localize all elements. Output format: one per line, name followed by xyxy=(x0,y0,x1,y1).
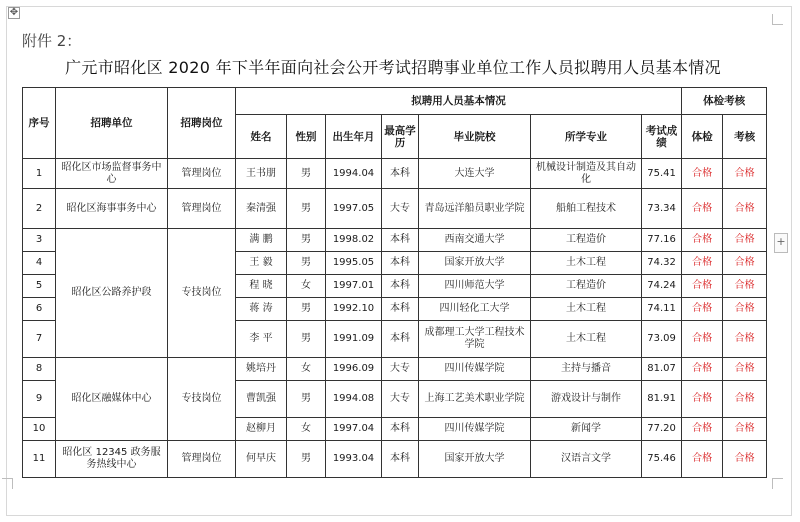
cell-school: 四川传媒学院 xyxy=(419,418,531,441)
header-major: 所学专业 xyxy=(531,115,642,159)
cell-gender: 女 xyxy=(287,275,326,298)
header-name: 姓名 xyxy=(236,115,287,159)
cell-name: 满 鹏 xyxy=(236,229,287,252)
header-school: 毕业院校 xyxy=(419,115,531,159)
cell-assess: 合格 xyxy=(723,159,767,189)
cell-seq: 2 xyxy=(23,189,56,229)
cell-assess: 合格 xyxy=(723,358,767,381)
cell-gender: 男 xyxy=(287,441,326,478)
cell-score: 75.41 xyxy=(642,159,682,189)
cell-school: 青岛远洋船员职业学院 xyxy=(419,189,531,229)
cell-gender: 男 xyxy=(287,229,326,252)
cell-gender: 男 xyxy=(287,321,326,358)
cell-major: 新闻学 xyxy=(531,418,642,441)
cell-name: 程 晓 xyxy=(236,275,287,298)
attachment-label: 附件 2： xyxy=(22,32,82,50)
table-row xyxy=(23,189,767,229)
cell-major: 工程造价 xyxy=(531,275,642,298)
cell-birth: 1993.04 xyxy=(326,441,382,478)
cell-birth: 1996.09 xyxy=(326,358,382,381)
cell-school: 四川轻化工大学 xyxy=(419,298,531,321)
cell-major: 汉语言文学 xyxy=(531,441,642,478)
cell-physical: 合格 xyxy=(682,418,723,441)
cell-seq: 10 xyxy=(23,418,56,441)
cell-gender: 男 xyxy=(287,189,326,229)
cell-school: 大连大学 xyxy=(419,159,531,189)
cell-school: 国家开放大学 xyxy=(419,441,531,478)
cell-unit: 昭化区海事事务中心 xyxy=(56,189,168,229)
header-seq: 序号 xyxy=(23,88,56,159)
cell-gender: 男 xyxy=(287,381,326,418)
cell-assess: 合格 xyxy=(723,275,767,298)
header-gender: 性别 xyxy=(287,115,326,159)
personnel-table xyxy=(22,87,767,478)
add-column-icon[interactable]: + xyxy=(774,233,788,253)
cell-name: 何早庆 xyxy=(236,441,287,478)
cell-assess: 合格 xyxy=(723,298,767,321)
header-edu: 最高学历 xyxy=(382,115,419,159)
cell-major: 船舶工程技术 xyxy=(531,189,642,229)
cell-score: 81.91 xyxy=(642,381,682,418)
cell-score: 77.20 xyxy=(642,418,682,441)
cell-physical: 合格 xyxy=(682,298,723,321)
cell-unit: 昭化区市场监督事务中心 xyxy=(56,159,168,189)
cell-edu: 本科 xyxy=(382,298,419,321)
cell-name: 蒋 涛 xyxy=(236,298,287,321)
cell-edu: 本科 xyxy=(382,252,419,275)
cell-birth: 1994.04 xyxy=(326,159,382,189)
cell-name: 姚培丹 xyxy=(236,358,287,381)
cell-assess: 合格 xyxy=(723,229,767,252)
cell-seq: 1 xyxy=(23,159,56,189)
cell-assess: 合格 xyxy=(723,381,767,418)
cell-unit: 昭化区 12345 政务服务热线中心 xyxy=(56,441,168,478)
cell-seq: 3 xyxy=(23,229,56,252)
header-physical: 体检 xyxy=(682,115,723,159)
cell-seq: 8 xyxy=(23,358,56,381)
cell-edu: 本科 xyxy=(382,275,419,298)
cell-edu: 本科 xyxy=(382,229,419,252)
cell-seq: 5 xyxy=(23,275,56,298)
cell-post: 管理岗位 xyxy=(168,441,236,478)
header-score: 考试成绩 xyxy=(642,115,682,159)
header-birth: 出生年月 xyxy=(326,115,382,159)
cell-assess: 合格 xyxy=(723,441,767,478)
cell-edu: 大专 xyxy=(382,381,419,418)
cell-birth: 1995.05 xyxy=(326,252,382,275)
cell-physical: 合格 xyxy=(682,159,723,189)
cell-school: 国家开放大学 xyxy=(419,252,531,275)
header-assess: 考核 xyxy=(723,115,767,159)
cell-assess: 合格 xyxy=(723,418,767,441)
cell-major: 游戏设计与制作 xyxy=(531,381,642,418)
cell-birth: 1997.04 xyxy=(326,418,382,441)
cell-edu: 本科 xyxy=(382,321,419,358)
cell-major: 主持与播音 xyxy=(531,358,642,381)
cell-major: 土木工程 xyxy=(531,298,642,321)
cell-physical: 合格 xyxy=(682,358,723,381)
cell-birth: 1991.09 xyxy=(326,321,382,358)
cell-physical: 合格 xyxy=(682,381,723,418)
table-row xyxy=(23,441,767,478)
cell-birth: 1997.05 xyxy=(326,189,382,229)
cell-physical: 合格 xyxy=(682,252,723,275)
header-check-group: 体检考核 xyxy=(682,88,767,115)
cell-gender: 男 xyxy=(287,298,326,321)
cell-score: 75.46 xyxy=(642,441,682,478)
cell-school: 四川师范大学 xyxy=(419,275,531,298)
cell-seq: 11 xyxy=(23,441,56,478)
cell-edu: 本科 xyxy=(382,159,419,189)
cell-birth: 1994.08 xyxy=(326,381,382,418)
cell-physical: 合格 xyxy=(682,275,723,298)
cell-physical: 合格 xyxy=(682,189,723,229)
cell-score: 74.11 xyxy=(642,298,682,321)
cell-post: 专技岗位 xyxy=(168,358,236,441)
header-basic-info: 拟聘用人员基本情况 xyxy=(236,88,682,115)
page-corner-mark xyxy=(2,478,13,489)
cell-physical: 合格 xyxy=(682,321,723,358)
cell-physical: 合格 xyxy=(682,229,723,252)
cell-name: 秦清强 xyxy=(236,189,287,229)
cell-birth: 1992.10 xyxy=(326,298,382,321)
cell-name: 曹凯强 xyxy=(236,381,287,418)
cell-gender: 女 xyxy=(287,358,326,381)
cell-score: 73.34 xyxy=(642,189,682,229)
cell-score: 74.32 xyxy=(642,252,682,275)
cell-gender: 女 xyxy=(287,418,326,441)
cell-major: 土木工程 xyxy=(531,321,642,358)
cell-unit: 昭化区融媒体中心 xyxy=(56,358,168,441)
cell-school: 上海工艺美术职业学院 xyxy=(419,381,531,418)
cell-post: 管理岗位 xyxy=(168,189,236,229)
cell-edu: 本科 xyxy=(382,441,419,478)
cell-edu: 本科 xyxy=(382,418,419,441)
cell-gender: 男 xyxy=(287,252,326,275)
table-row xyxy=(23,358,767,381)
cell-physical: 合格 xyxy=(682,441,723,478)
cell-seq: 4 xyxy=(23,252,56,275)
cell-seq: 6 xyxy=(23,298,56,321)
cell-edu: 大专 xyxy=(382,189,419,229)
cell-name: 王 毅 xyxy=(236,252,287,275)
cell-school: 四川传媒学院 xyxy=(419,358,531,381)
cell-name: 王书朋 xyxy=(236,159,287,189)
cell-gender: 男 xyxy=(287,159,326,189)
table-row xyxy=(23,159,767,189)
page-corner-mark xyxy=(772,478,783,489)
cell-post: 专技岗位 xyxy=(168,229,236,358)
cell-post: 管理岗位 xyxy=(168,159,236,189)
cell-name: 赵柳月 xyxy=(236,418,287,441)
cell-score: 77.16 xyxy=(642,229,682,252)
cell-assess: 合格 xyxy=(723,189,767,229)
cell-major: 工程造价 xyxy=(531,229,642,252)
cell-score: 81.07 xyxy=(642,358,682,381)
cell-score: 74.24 xyxy=(642,275,682,298)
cell-school: 成都理工大学工程技术学院 xyxy=(419,321,531,358)
cell-seq: 9 xyxy=(23,381,56,418)
header-post: 招聘岗位 xyxy=(168,88,236,159)
page-corner-mark xyxy=(772,14,783,25)
document-title: 广元市昭化区 2020 年下半年面向社会公开考试招聘事业单位工作人员拟聘用人员基本情况 xyxy=(65,58,721,77)
cell-major: 土木工程 xyxy=(531,252,642,275)
cell-birth: 1998.02 xyxy=(326,229,382,252)
table-move-handle-icon[interactable]: ✥ xyxy=(9,7,19,18)
table-row xyxy=(23,229,767,252)
cell-score: 73.09 xyxy=(642,321,682,358)
cell-seq: 7 xyxy=(23,321,56,358)
cell-edu: 大专 xyxy=(382,358,419,381)
cell-name: 李 平 xyxy=(236,321,287,358)
header-unit: 招聘单位 xyxy=(56,88,168,159)
cell-major: 机械设计制造及其自动化 xyxy=(531,159,642,189)
cell-assess: 合格 xyxy=(723,252,767,275)
cell-unit: 昭化区公路养护段 xyxy=(56,229,168,358)
cell-school: 西南交通大学 xyxy=(419,229,531,252)
cell-assess: 合格 xyxy=(723,321,767,358)
cell-birth: 1997.01 xyxy=(326,275,382,298)
